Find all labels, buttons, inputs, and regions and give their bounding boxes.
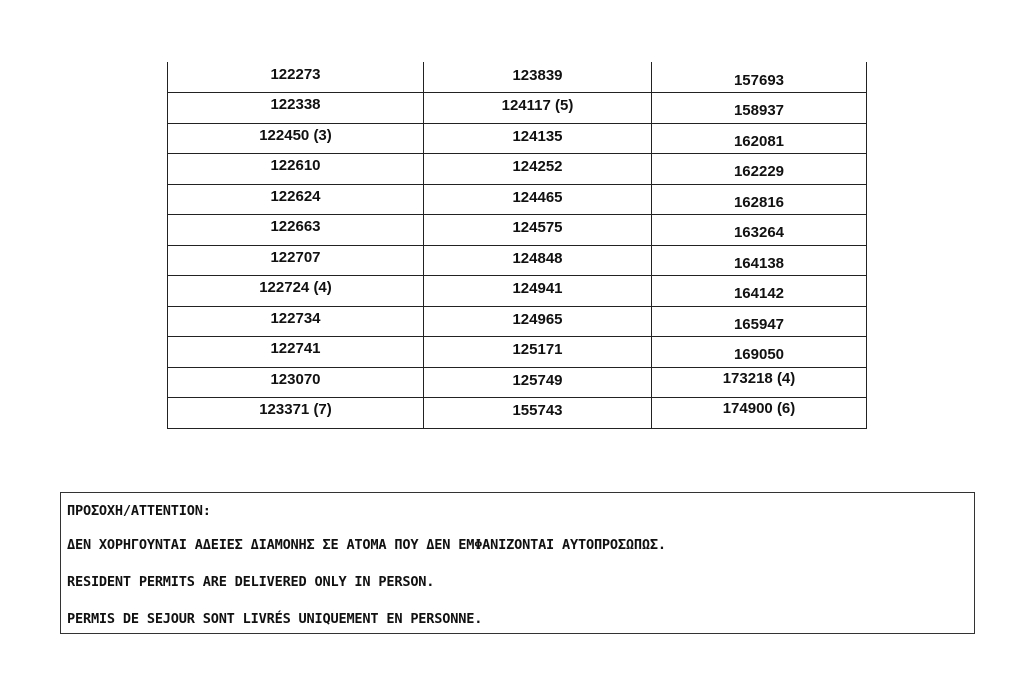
table-cell: 122273 <box>168 62 424 93</box>
table-cell: 164138 <box>652 245 867 276</box>
table-row <box>168 306 867 337</box>
table-cell: 169050 <box>652 337 867 368</box>
permit-number-table <box>167 62 867 429</box>
table-cell: 173218 (4) <box>652 367 867 398</box>
table-cell: 164142 <box>652 276 867 307</box>
table-cell: 123371 (7) <box>168 398 424 429</box>
table-cell: 124848 <box>424 245 652 276</box>
table-cell: 155743 <box>424 398 652 429</box>
table-row <box>168 245 867 276</box>
table-cell: 124465 <box>424 184 652 215</box>
table-cell: 125171 <box>424 337 652 368</box>
table-row <box>168 184 867 215</box>
notice-english-text: RESIDENT PERMITS ARE DELIVERED ONLY IN PERSON. <box>67 574 435 590</box>
table-row <box>168 62 867 93</box>
table-cell: 125749 <box>424 367 652 398</box>
table-cell: 122663 <box>168 215 424 246</box>
table-cell: 122624 <box>168 184 424 215</box>
table-cell: 124965 <box>424 306 652 337</box>
table-cell: 122741 <box>168 337 424 368</box>
table-cell: 124117 (5) <box>424 93 652 124</box>
table-cell: 162081 <box>652 123 867 154</box>
table-cell: 122338 <box>168 93 424 124</box>
table-cell: 122450 (3) <box>168 123 424 154</box>
table-cell: 174900 (6) <box>652 398 867 429</box>
table-cell: 122724 (4) <box>168 276 424 307</box>
table-row <box>168 276 867 307</box>
notice-greek-text: ΔΕΝ ΧΟΡΗΓΟΥΝΤΑΙ ΑΔΕΙΕΣ ΔΙΑΜΟΝΗΣ ΣΕ ΑΤΟΜΑ ΠΟΥ ΔΕΝ ΕΜΦΑΝΙΖΟΝΤΑΙ ΑΥΤΟΠΡΟΣΩΠΩΣ. <box>67 537 666 553</box>
table-cell: 163264 <box>652 215 867 246</box>
table-row <box>168 123 867 154</box>
attention-notice-box <box>60 492 975 634</box>
table-cell: 122707 <box>168 245 424 276</box>
table-row <box>168 215 867 246</box>
table-cell: 158937 <box>652 93 867 124</box>
table-cell: 124135 <box>424 123 652 154</box>
table-cell: 122610 <box>168 154 424 185</box>
table-cell: 162816 <box>652 184 867 215</box>
table-row <box>168 367 867 398</box>
notice-heading: ΠΡΟΣΟΧΗ/ATTENTION: <box>67 503 211 519</box>
table-cell: 165947 <box>652 306 867 337</box>
table-cell: 157693 <box>652 62 867 93</box>
table-row <box>168 93 867 124</box>
table-cell: 124575 <box>424 215 652 246</box>
table-cell: 123070 <box>168 367 424 398</box>
table-cell: 122734 <box>168 306 424 337</box>
table-row <box>168 154 867 185</box>
table-cell: 123839 <box>424 62 652 93</box>
table-cell: 124252 <box>424 154 652 185</box>
table-row <box>168 337 867 368</box>
notice-french-text: PERMIS DE SEJOUR SONT LIVRÉS UNIQUEMENT EN PERSONNE. <box>67 611 483 627</box>
table-cell: 162229 <box>652 154 867 185</box>
table-cell: 124941 <box>424 276 652 307</box>
table-row <box>168 398 867 429</box>
